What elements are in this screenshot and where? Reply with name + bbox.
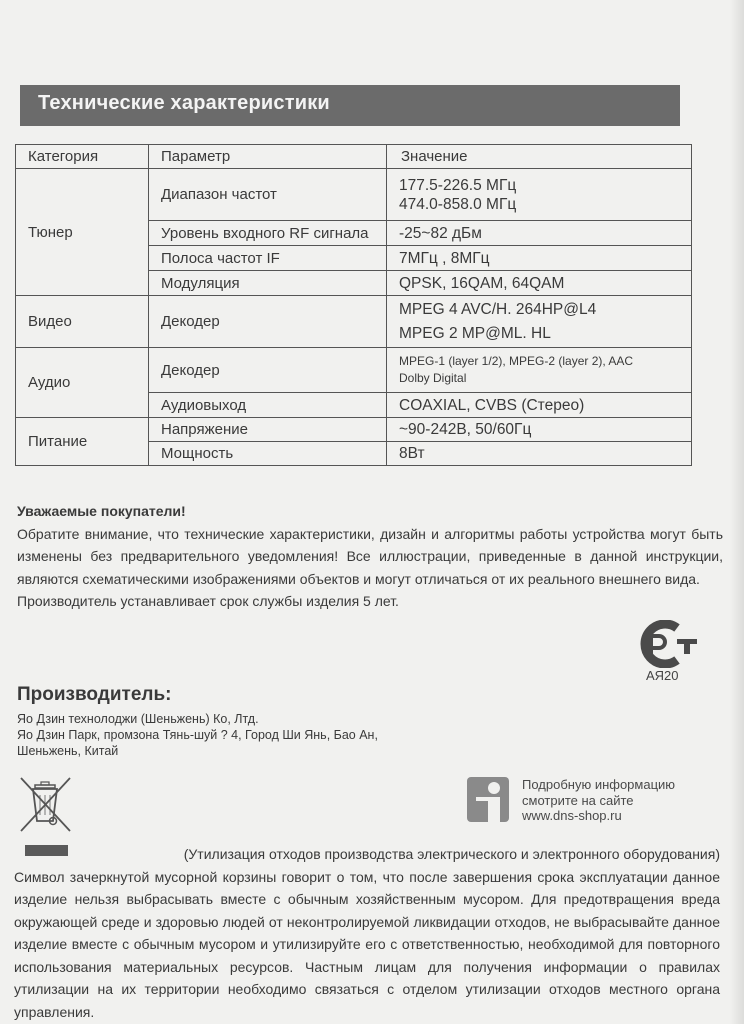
param-cell: Декодер (149, 296, 387, 348)
value-line: 474.0-858.0 МГц (399, 195, 517, 213)
header-parameter: Параметр (149, 145, 387, 169)
info-line: смотрите на сайте (522, 792, 634, 808)
category-cell: Тюнер (16, 169, 149, 296)
value-line: Dolby Digital (399, 371, 467, 385)
manufacturer-title: Производитель: (17, 684, 172, 705)
value-line: MPEG-1 (layer 1/2), MPEG-2 (layer 2), AAC (399, 354, 634, 368)
value-cell: ~90-242В, 50/60Гц (387, 418, 692, 442)
service-life-text: Производитель устанавливает срок службы изделия 5 лет. (17, 593, 399, 609)
value-cell: 7МГц , 8МГц (387, 246, 692, 271)
manufacturer-line: Яо Дзин технолоджи (Шеньжень) Ко, Лтд. (17, 712, 259, 726)
param-cell: Декодер (149, 348, 387, 393)
value-cell: COAXIAL, CVBS (Стерео) (387, 393, 692, 418)
table-row (16, 169, 692, 221)
value-cell (387, 169, 692, 221)
category-cell: Аудио (16, 348, 149, 418)
header-value: Значение (387, 145, 692, 169)
spec-table (15, 144, 692, 466)
param-cell: Аудиовыход (149, 393, 387, 418)
rst-certification-logo (637, 620, 699, 668)
manufacturer-line: Яо Дзин Парк, промзона Тянь-шуй ? 4, Город Ши Янь, Бао Ан, (17, 728, 378, 742)
table-row (16, 418, 692, 442)
section-title: Технические характеристики (38, 92, 330, 114)
section-title-bar (20, 85, 680, 126)
param-cell: Мощность (149, 442, 387, 466)
param-cell: Полоса частот IF (149, 246, 387, 271)
website-link[interactable]: www.dns-shop.ru (522, 808, 622, 823)
value-cell: QPSK, 16QAM, 64QAM (387, 271, 692, 296)
certification-code: АЯ20 (646, 668, 679, 683)
param-cell: Модуляция (149, 271, 387, 296)
info-icon (467, 777, 509, 822)
value-cell (387, 296, 692, 348)
info-text (522, 777, 675, 824)
table-row (16, 348, 692, 393)
notice-heading: Уважаемые покупатели! (17, 503, 186, 519)
page-edge-shadow (730, 0, 744, 1024)
param-cell: Диапазон частот (149, 169, 387, 221)
value-line: 177.5-226.5 МГц (399, 176, 517, 194)
manufacturer-address (17, 711, 378, 759)
customer-notice (17, 500, 723, 613)
header-category: Категория (16, 145, 149, 169)
manufacturer-line: Шеньжень, Китай (17, 744, 119, 758)
weee-heading: (Утилизация отходов производства электрического и электронного оборудования) (183, 846, 720, 862)
value-cell: -25~82 дБм (387, 221, 692, 246)
value-line: MPEG 2 MP@ML. HL (399, 324, 551, 342)
category-cell: Питание (16, 418, 149, 466)
weee-section (14, 843, 720, 1023)
category-cell: Видео (16, 296, 149, 348)
notice-paragraph: Обратите внимание, что технические характеристики, дизайн и алгоритмы работы устройства могут быть изменены без предварительного уведомления! Все иллюстрации, приведенные в данной инструкции, являются схематическими изображениями объектов и могут отличаться от их реального внешнего вида. (17, 525, 723, 587)
param-cell: Уровень входного RF сигнала (149, 221, 387, 246)
weee-paragraph: Символ зачеркнутой мусорной корзины говорит о том, что после завершения срока эксплуатации данное изделие нельзя выбрасывать вместе с обычным хозяйственным мусором. Для предотвращения вреда окружающей среде и здоровью людей от неконтролируемой ликвидации отходов, не выбрасывайте данное изделие вместе с обычным мусором и утилизируйте его с ответственностью, необходимой для повторного использования материальных ресурсов. Частным лицам для получения информации о правилах утилизации на их территории необходимо связаться с отделом утилизации отходов местного органа управления. (14, 868, 720, 1020)
table-header-row (16, 145, 692, 169)
value-cell: 8Вт (387, 442, 692, 466)
value-cell (387, 348, 692, 393)
info-line: Подробную информацию (522, 777, 676, 792)
value-line: MPEG 4 AVC/H. 264HP@L4 (399, 300, 597, 318)
crossed-out-bin-icon (18, 775, 74, 835)
param-cell: Напряжение (149, 418, 387, 442)
table-row (16, 296, 692, 348)
